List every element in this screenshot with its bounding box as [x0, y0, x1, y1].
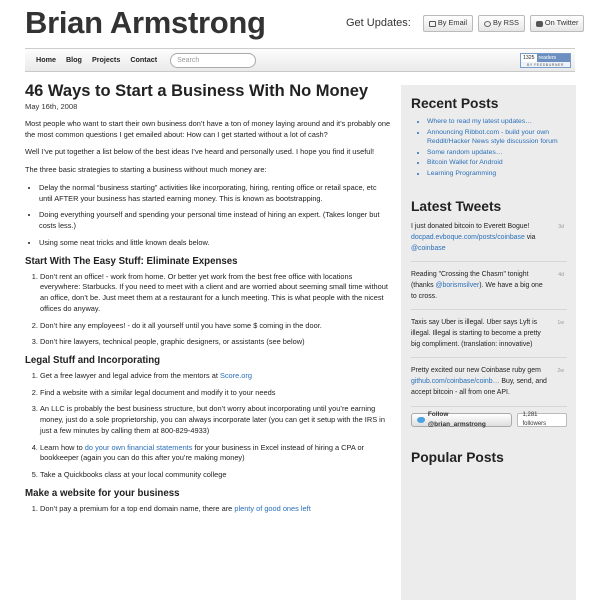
paragraph: The three basic strategies to starting a business without much money are: — [25, 165, 267, 175]
mention-link[interactable]: @borismsilver — [435, 281, 480, 289]
by-rss-label: By RSS — [493, 18, 519, 28]
tweet-text: Reading "Crossing the Chasm" tonight (thanks — [411, 271, 529, 289]
mention-link[interactable]: @coinbase — [411, 244, 446, 252]
get-updates-bar — [346, 15, 584, 32]
by-email-button[interactable] — [423, 15, 473, 32]
on-twitter-label: On Twitter — [544, 18, 579, 28]
recent-post-title[interactable]: Learning Programming — [427, 169, 497, 177]
section-heading: Make a website for your business — [25, 487, 180, 499]
paragraph: Well I’ve put together a list below of the best ideas I’ve heard and personally used. I hope you find it useful! — [25, 147, 375, 157]
intro-paragraph: Most people who want to start their own business don’t have a ton of money laying around and it’s probably one the most common questions I get emailed about: How can I get started without a lot of cash? — [25, 119, 391, 139]
text: Learn how to — [40, 442, 85, 452]
score-link[interactable]: Score.org — [219, 371, 252, 381]
tweet — [411, 268, 567, 310]
list-item: 3. An LLC is probably the best business structure, but don’t worry about incorporating until you’re earning money, just do a sole proprietorship, you can always incorporate later (you can get it setup with the IRS in just a few minutes by calling them at 800-829-4933) — [40, 404, 391, 436]
tweet-text: ). We have a big one to cross. — [411, 281, 543, 300]
expenses-list — [25, 272, 391, 348]
strategy-list — [25, 183, 391, 249]
twitter-icon — [536, 21, 543, 27]
tweet — [411, 220, 567, 262]
list-item: 1. Don’t rent an office! - work from home. Or better yet work from the best free office with locations everywhere: Starbucks. If you need to meet with a client and are worried about seeming small time without an office, don’t be. Just meet them at a restaurant for a lunch meeting. This is what people with the nicest offices do anyway. — [40, 272, 391, 315]
list-item: 2. Find a website with a similar legal document and modify it to your needs — [40, 388, 391, 399]
list-item: 2. Don’t hire any employees! - do it all yourself until you have some $ coming in the door. — [40, 321, 391, 332]
recent-post-title[interactable]: Where to read my latest updates… — [427, 118, 533, 125]
list-item: 3. Don’t hire lawyers, technical people, graphic designers, or assistants (see below) — [40, 337, 391, 348]
by-rss-button[interactable] — [478, 15, 525, 32]
site-title[interactable]: Brian Armstrong — [25, 5, 266, 40]
feedburner-badge[interactable] — [520, 53, 571, 68]
tweet-text: Taxis say Uber is illegal. Uber says Lyft is illegal. Illegal is starting to become a pretty big compliment. (translation: innovative) — [411, 319, 541, 348]
section-heading: Start With The Easy Stuff: Eliminate Expenses — [25, 255, 238, 267]
follow-button[interactable] — [411, 413, 512, 427]
list-item: • Doing everything yourself and spending your personal time instead of hiring an expert. (Takes longer but costs less.) — [39, 210, 391, 231]
tweet-age[interactable]: 1w — [557, 320, 564, 327]
tweet-text: via — [524, 233, 536, 241]
follow-row — [411, 413, 567, 427]
text: Don’t pay a premium for a top end domain name, there are — [40, 503, 235, 513]
recent-post-link[interactable] — [427, 169, 567, 179]
tweet-age[interactable]: 2w — [557, 368, 564, 375]
tweet-link[interactable]: docpad.evboque.com/posts/coinbase — [411, 233, 525, 241]
twitter-bird-icon — [417, 417, 425, 423]
recent-post-title[interactable]: Bitcoin Wallet for Android — [427, 159, 503, 167]
text: Get a free lawyer and legal advice from the mentors at — [40, 371, 220, 381]
recent-post-title[interactable]: Some random updates… — [427, 148, 503, 156]
tweet-text: I just donated bitcoin to Everett Bogue! — [411, 223, 530, 231]
list-item — [40, 443, 391, 464]
tweet-age[interactable]: 4d — [558, 272, 564, 279]
list-item: • Delay the normal “business starting” activities like incorporating, hiring, renting office or retail space, etc until AFTER your business has started earning money. This is known as bootstrapping. — [39, 183, 391, 204]
sidebar — [401, 85, 576, 600]
nav-blog[interactable]: Blog — [65, 54, 82, 64]
section-heading: Legal Stuff and Incorporating — [25, 355, 161, 367]
rss-icon — [484, 21, 491, 27]
nav-home[interactable]: Home — [36, 54, 56, 64]
recent-posts-list — [411, 117, 567, 178]
by-email-label: By Email — [437, 18, 467, 28]
on-twitter-button[interactable] — [530, 15, 585, 32]
nav-projects[interactable]: Projects — [91, 54, 121, 64]
recent-post-link[interactable] — [427, 158, 567, 168]
list-item — [40, 371, 391, 382]
recent-post-link[interactable] — [427, 148, 567, 158]
latest-tweets-heading: Latest Tweets — [411, 199, 502, 215]
financial-statements-link[interactable]: do your own financial statements — [84, 442, 193, 452]
recent-posts-heading: Recent Posts — [411, 96, 499, 111]
tweet-text: Buy, send, and accept bitcoin - all from one API. — [411, 378, 547, 396]
follow-label: Follow @brian_armstrong — [427, 411, 486, 428]
tweet-age[interactable]: 3d — [558, 224, 564, 231]
tweet — [411, 316, 567, 358]
nav-contact[interactable]: Contact — [130, 54, 158, 64]
recent-post-link[interactable] — [427, 117, 567, 127]
popular-posts-heading: Popular Posts — [411, 449, 504, 465]
reader-count: 1325 — [523, 55, 535, 61]
recent-post-link[interactable] — [427, 128, 567, 147]
readers-label: readers — [537, 54, 570, 62]
tweet — [411, 364, 567, 406]
envelope-icon — [429, 21, 436, 27]
text: for your business in Excel instead of hiring a CPA or bookkeeper (again you can do this after you’re making money) — [40, 442, 365, 463]
feedburner-label: BY FEEDBURNER — [527, 63, 564, 67]
domain-names-link[interactable]: plenty of good ones left — [234, 503, 311, 513]
list-item: • Using some neat tricks and little known deals below. — [39, 238, 391, 249]
list-item: 5. Take a Quickbooks class at your local community college — [40, 470, 391, 481]
recent-post-title[interactable]: Announcing Ribbot.com - build your own Reddit/Hacker News style discussion forum — [427, 128, 558, 146]
tweet-text: Pretty excited our new Coinbase ruby gem — [411, 367, 541, 375]
post-date: May 16th, 2008 — [25, 102, 78, 111]
list-item — [40, 504, 391, 515]
get-updates-label: Get Updates: — [346, 16, 411, 29]
legal-list — [25, 371, 391, 481]
tweet-link[interactable]: github.com/coinbase/coinb… — [411, 378, 500, 386]
website-list — [25, 504, 391, 515]
search-input[interactable]: Search — [170, 53, 256, 68]
post-content — [25, 82, 391, 521]
follower-count[interactable]: 1,281 followers — [517, 413, 567, 427]
post-title[interactable]: 46 Ways to Start a Business With No Money — [25, 82, 369, 100]
navbar — [25, 48, 575, 72]
